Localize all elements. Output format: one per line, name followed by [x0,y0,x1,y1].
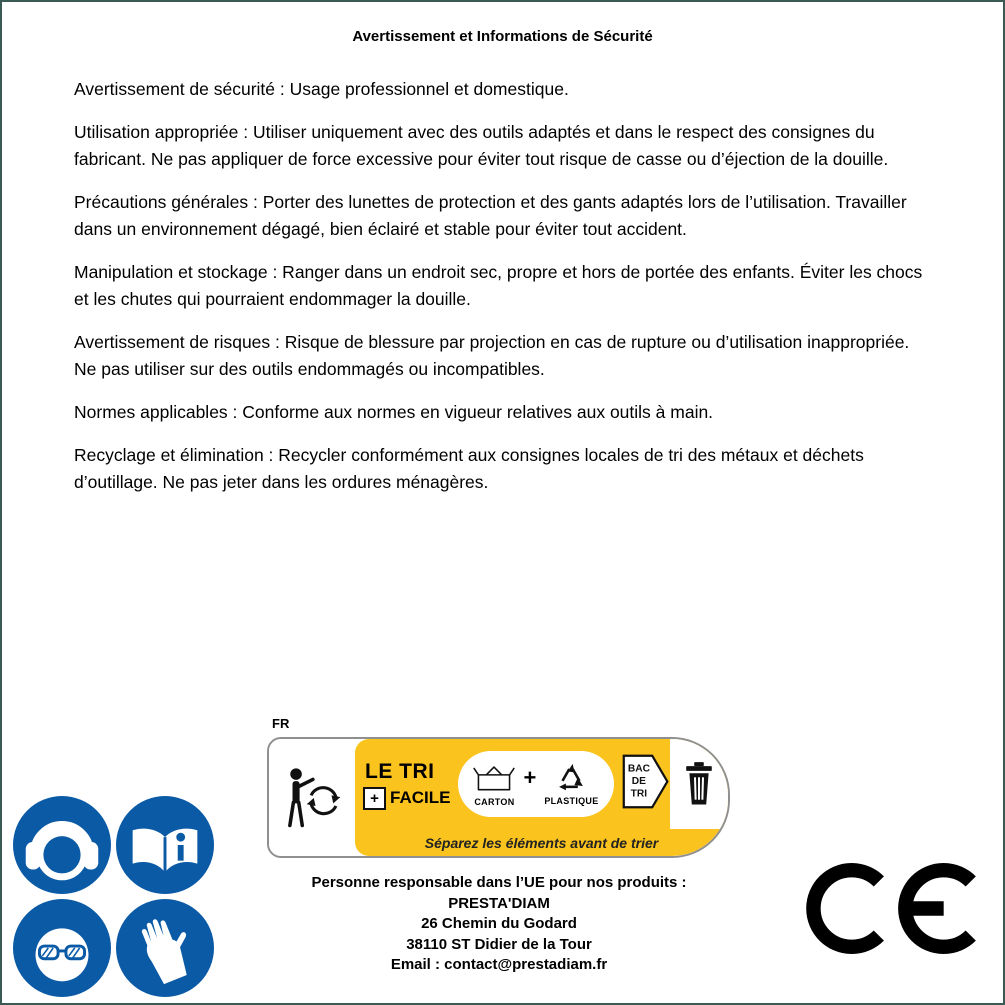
paragraph-risk-warning: Avertissement de risques : Risque de blessure par projection en cas de rupture ou d’utilisation inappropriée. Ne pas utiliser sur des outils endommagés ou incompatibles. [74,332,910,379]
eye-protection-icon [13,899,111,997]
contact-email: Email : contact@prestadiam.fr [390,956,608,973]
plus-sign: + [523,765,537,790]
mandatory-safety-icons [13,796,214,997]
paragraph-general-precautions: Précautions générales : Porter des lunettes de protection et des gants adaptés lors de l’utilisation. Travailler dans un environnement dégagé, bien éclairé et stable pour éviter tout accident. [74,192,907,239]
carton-label: CARTON [474,796,515,807]
plastique-label: PLASTIQUE [544,796,599,806]
plus-box: + [363,787,386,810]
company-name: PRESTA'DIAM [448,894,550,912]
triman-icon [281,763,343,833]
paragraph-handling-storage: Manipulation et stockage : Ranger dans un endroit sec, propre et hors de portée des enfants. Éviter les chocs et les chutes qui pourraient endommager la douille. [74,262,923,309]
hand-protection-icon [116,899,214,997]
bac-de-tri-flag [622,753,670,815]
contact-block [249,873,749,976]
facile-text: FACILE [390,788,451,807]
materials-pill [458,751,613,817]
paragraph-proper-use: Utilisation appropriée : Utiliser uniquement avec des outils adaptés et dans le respect des consignes du fabricant. Ne pas appliquer de force excessive pour éviter tout risque de casse ou d’éjection de la douille. [74,122,889,169]
svg-text:BAC: BAC [627,763,650,775]
paragraph-recycling-disposal: Recyclage et élimination : Recycler conformément aux consignes locales de tri des métaux et déchets d’outillage. Ne pas jeter dans les ordures ménagères. [74,445,864,492]
responsible-person-line: Personne responsable dans l’UE pour nos produits : [311,874,687,891]
tri-yellow-band [355,739,728,856]
fr-country-label: FR [272,716,290,731]
ce-mark [799,853,999,969]
tri-main-row [355,739,728,829]
info-tri-label [267,737,730,858]
recycle-triangle-icon [554,762,588,793]
ce-mark-icon [799,853,999,964]
sorting-bin-icon [683,761,715,808]
address-line-1: 26 Chemin du Godard [421,915,577,932]
bin-zone [670,739,728,829]
le-tri-facile-block [363,759,450,810]
ear-protection-icon [13,796,111,894]
safety-text-block [74,76,936,512]
sorting-tagline: Séparez les éléments avant de trier [424,834,659,851]
paragraph-standards: Normes applicables : Conforme aux normes en vigueur relatives aux outils à main. [74,402,714,422]
carton-box-icon [473,762,515,794]
address-line-2: 38110 ST Didier de la Tour [406,935,592,953]
triman-zone [269,739,355,856]
read-manual-icon [116,796,214,894]
paragraph-safety-warning: Avertissement de sécurité : Usage professionnel et domestique. [74,79,569,99]
le-tri-text: LE TRI [365,759,435,783]
svg-text:DE: DE [631,776,646,788]
page-title: Avertissement et Informations de Sécurité [352,28,653,45]
svg-text:TRI: TRI [630,788,647,800]
